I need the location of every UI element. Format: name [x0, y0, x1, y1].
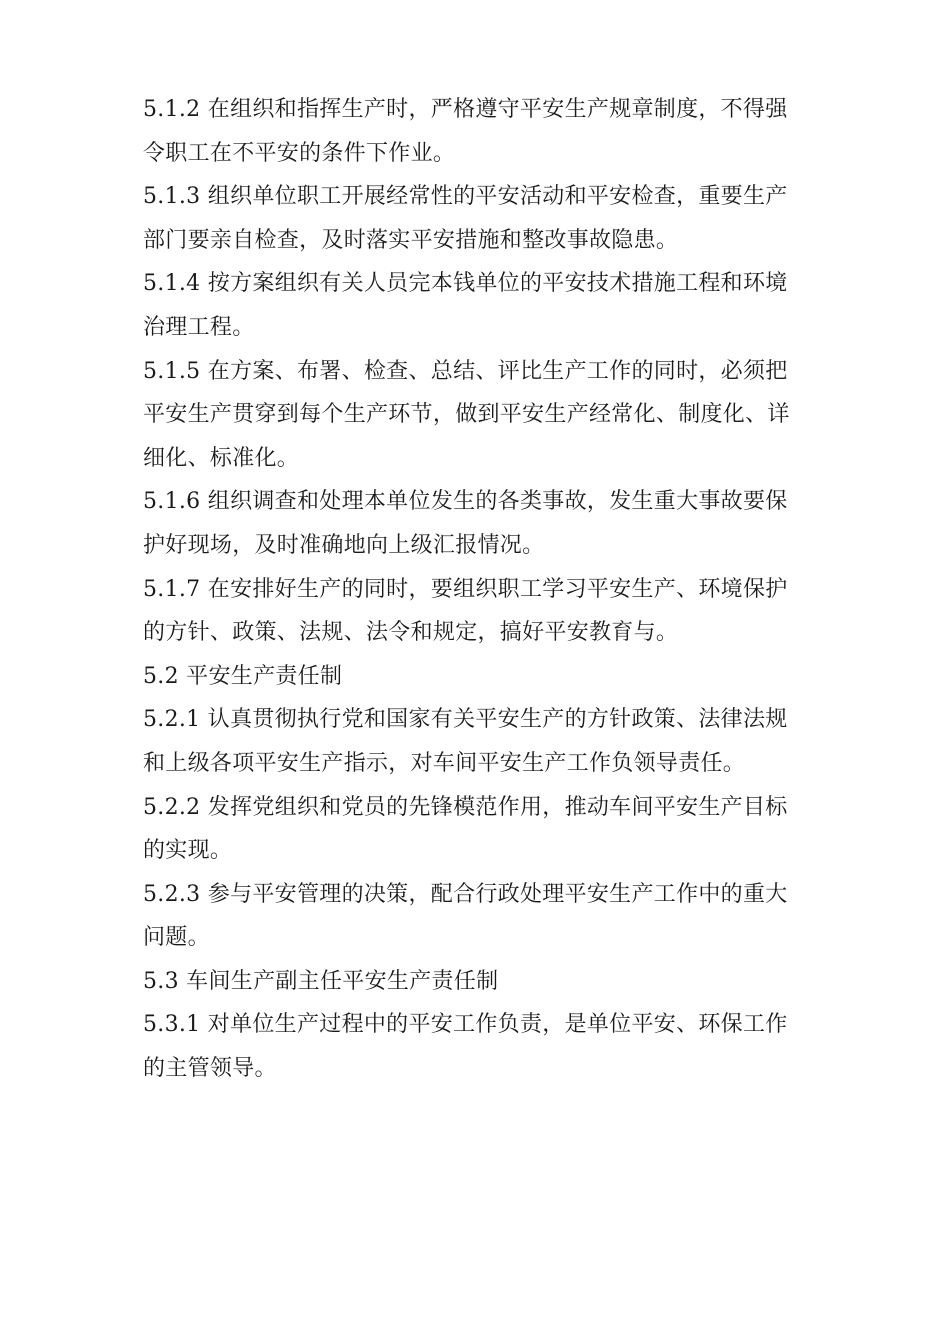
text-line: 问题。: [143, 925, 210, 951]
text-line: 5.1.7 在安排好生产的同时，要组织职工学习平安生产、环境保护: [143, 576, 788, 602]
text-line: 令职工在不平安的条件下作业。: [143, 140, 456, 166]
document-body: [143, 88, 803, 1091]
text-line: 治理工程。: [143, 314, 255, 340]
text-line: 5.2.3 参与平安管理的决策，配合行政处理平安生产工作中的重大: [143, 881, 788, 907]
text-line: 的实现。: [143, 838, 233, 864]
text-line: 5.2.1 认真贯彻执行党和国家有关平安生产的方针政策、法律法规: [143, 707, 788, 733]
section-heading: 5.2 平安生产责任制: [143, 663, 343, 689]
text-line: 平安生产贯穿到每个生产环节，做到平安生产经常化、制度化、详: [143, 402, 790, 428]
text-line: 的方针、政策、法规、法令和规定，搞好平安教育与。: [143, 620, 679, 646]
text-line: 5.1.3 组织单位职工开展经常性的平安活动和平安检查，重要生产: [143, 184, 788, 210]
text-line: 5.2.2 发挥党组织和党员的先锋模范作用，推动车间平安生产目标: [143, 794, 788, 820]
text-line: 护好现场，及时准确地向上级汇报情况。: [143, 532, 545, 558]
text-line: 和上级各项平安生产指示，对车间平安生产工作负领导责任。: [143, 750, 746, 776]
text-line: 5.1.5 在方案、布署、检查、总结、评比生产工作的同时，必须把: [143, 358, 788, 384]
text-line: 的主管领导。: [143, 1056, 277, 1082]
text-line: 部门要亲自检查，及时落实平安措施和整改事故隐患。: [143, 227, 679, 253]
section-heading: 5.3 车间生产副主任平安生产责任制: [143, 968, 499, 994]
text-line: 5.1.4 按方案组织有关人员完本钱单位的平安技术措施工程和环境: [143, 271, 788, 297]
text-line: 5.1.2 在组织和指挥生产时，严格遵守平安生产规章制度，不得强: [143, 97, 788, 122]
text-line: 细化、标准化。: [143, 445, 300, 471]
text-line: 5.3.1 对单位生产过程中的平安工作负责，是单位平安、环保工作: [143, 1012, 788, 1038]
text-line: 5.1.6 组织调查和处理本单位发生的各类事故，发生重大事故要保: [143, 489, 788, 515]
